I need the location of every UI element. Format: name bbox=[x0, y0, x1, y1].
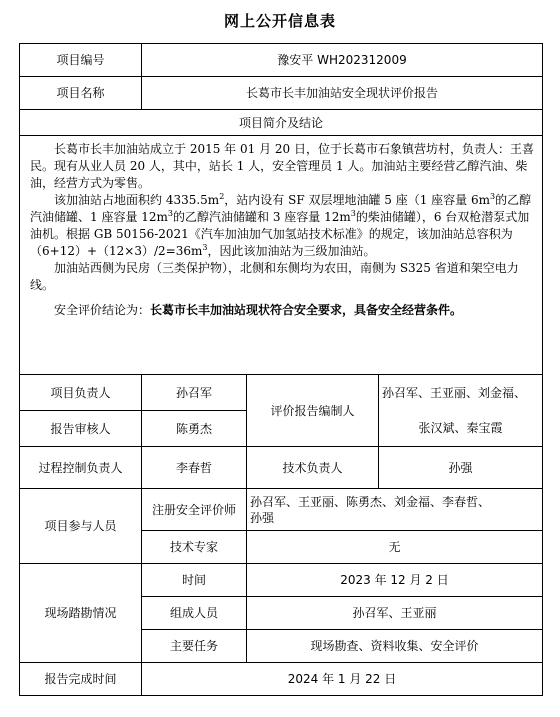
summary-paragraph-3: 加油站西侧为民房（三类保护物），北侧和东侧均为农田，南侧为 S325 省道和架空电力线。 bbox=[30, 261, 519, 292]
tasks-label: 主要任务 bbox=[142, 630, 247, 663]
tech-lead-value: 孙强 bbox=[379, 447, 543, 489]
participants-label: 项目参与人员 bbox=[20, 489, 142, 564]
doc-title: 网上公开信息表 bbox=[223, 12, 336, 30]
compiler-label: 评价报告编制人 bbox=[247, 375, 379, 447]
leader-label: 项目负责人 bbox=[20, 375, 142, 411]
completion-value: 2024 年 1 月 22 日 bbox=[142, 663, 543, 696]
expert-value: 无 bbox=[247, 531, 543, 564]
project-name-label: 项目名称 bbox=[20, 77, 142, 110]
summary-paragraph-2: 该加油站占地面积约 $4335.5m^2$，站内设有 SF 双层埋地油罐 5 座（1 座容量 $6m^3$的乙醇汽油储罐、1 座容量 $12m^3$的乙醇汽油储罐和 3 座容量 $12m^3$的柴油储罐），6 台双枪潜泵式加油机。根据 GB 50156-2021《汽车加油加气加氢站技术标准》的规定，该加油站总容积为$(6+12)+(12\times 3)/2=36m^3$，因此该加油站为三级加油站。 bbox=[30, 192, 532, 258]
members-value: 孙召军、王亚丽 bbox=[247, 597, 543, 630]
project-name-value: 长葛市长丰加油站安全现状评价报告 bbox=[142, 77, 543, 110]
tasks-value: 现场勘查、资料收集、安全评价 bbox=[247, 630, 543, 663]
site-label: 现场踏勘情况 bbox=[20, 564, 142, 663]
expert-label: 技术专家 bbox=[142, 531, 247, 564]
summary-paragraph-1: 长葛市长丰加油站成立于 2015 年 01 月 20 日，位于长葛市石象镇营坊村，负责人：王喜民。现有从业人员 20 人，其中，站长 1 人，安全管理员 1 人。加油站主要经营乙醇汽油、柴油，经营方式为零售。 bbox=[30, 142, 534, 190]
members-label: 组成人员 bbox=[142, 597, 247, 630]
process-label: 过程控制负责人 bbox=[20, 447, 142, 489]
info-table bbox=[19, 43, 543, 696]
reviewer-value: 陈勇杰 bbox=[142, 411, 247, 447]
compilers-line-1: 孙召军、王亚丽、刘金福、 bbox=[379, 375, 543, 411]
project-no-label: 项目编号 bbox=[20, 44, 142, 77]
summary-header: 项目简介及结论 bbox=[20, 110, 543, 136]
project-no-value: 豫安平 WH202312009 bbox=[142, 44, 543, 77]
process-value: 李春哲 bbox=[142, 447, 247, 489]
registered-label: 注册安全评价师 bbox=[142, 489, 247, 531]
leader-value: 孙召军 bbox=[142, 375, 247, 411]
registered-line-1: 孙召军、王亚丽、陈勇杰、刘金福、李春哲、 bbox=[250, 494, 491, 509]
time-label: 时间 bbox=[142, 564, 247, 597]
registered-value bbox=[247, 489, 543, 531]
tech-lead-label: 技术负责人 bbox=[247, 447, 379, 489]
reviewer-label: 报告审核人 bbox=[20, 411, 142, 447]
time-value: 2023 年 12 月 2 日 bbox=[247, 564, 543, 597]
registered-line-2: 孙强 bbox=[250, 510, 275, 525]
completion-label: 报告完成时间 bbox=[20, 663, 142, 696]
summary-conclusion: 安全评价结论为：长葛市长丰加油站现状符合安全要求，具备安全经营条件。 bbox=[54, 303, 463, 317]
summary-body bbox=[20, 136, 543, 375]
compilers-line-2: 张汉斌、秦宝霞 bbox=[379, 411, 543, 447]
